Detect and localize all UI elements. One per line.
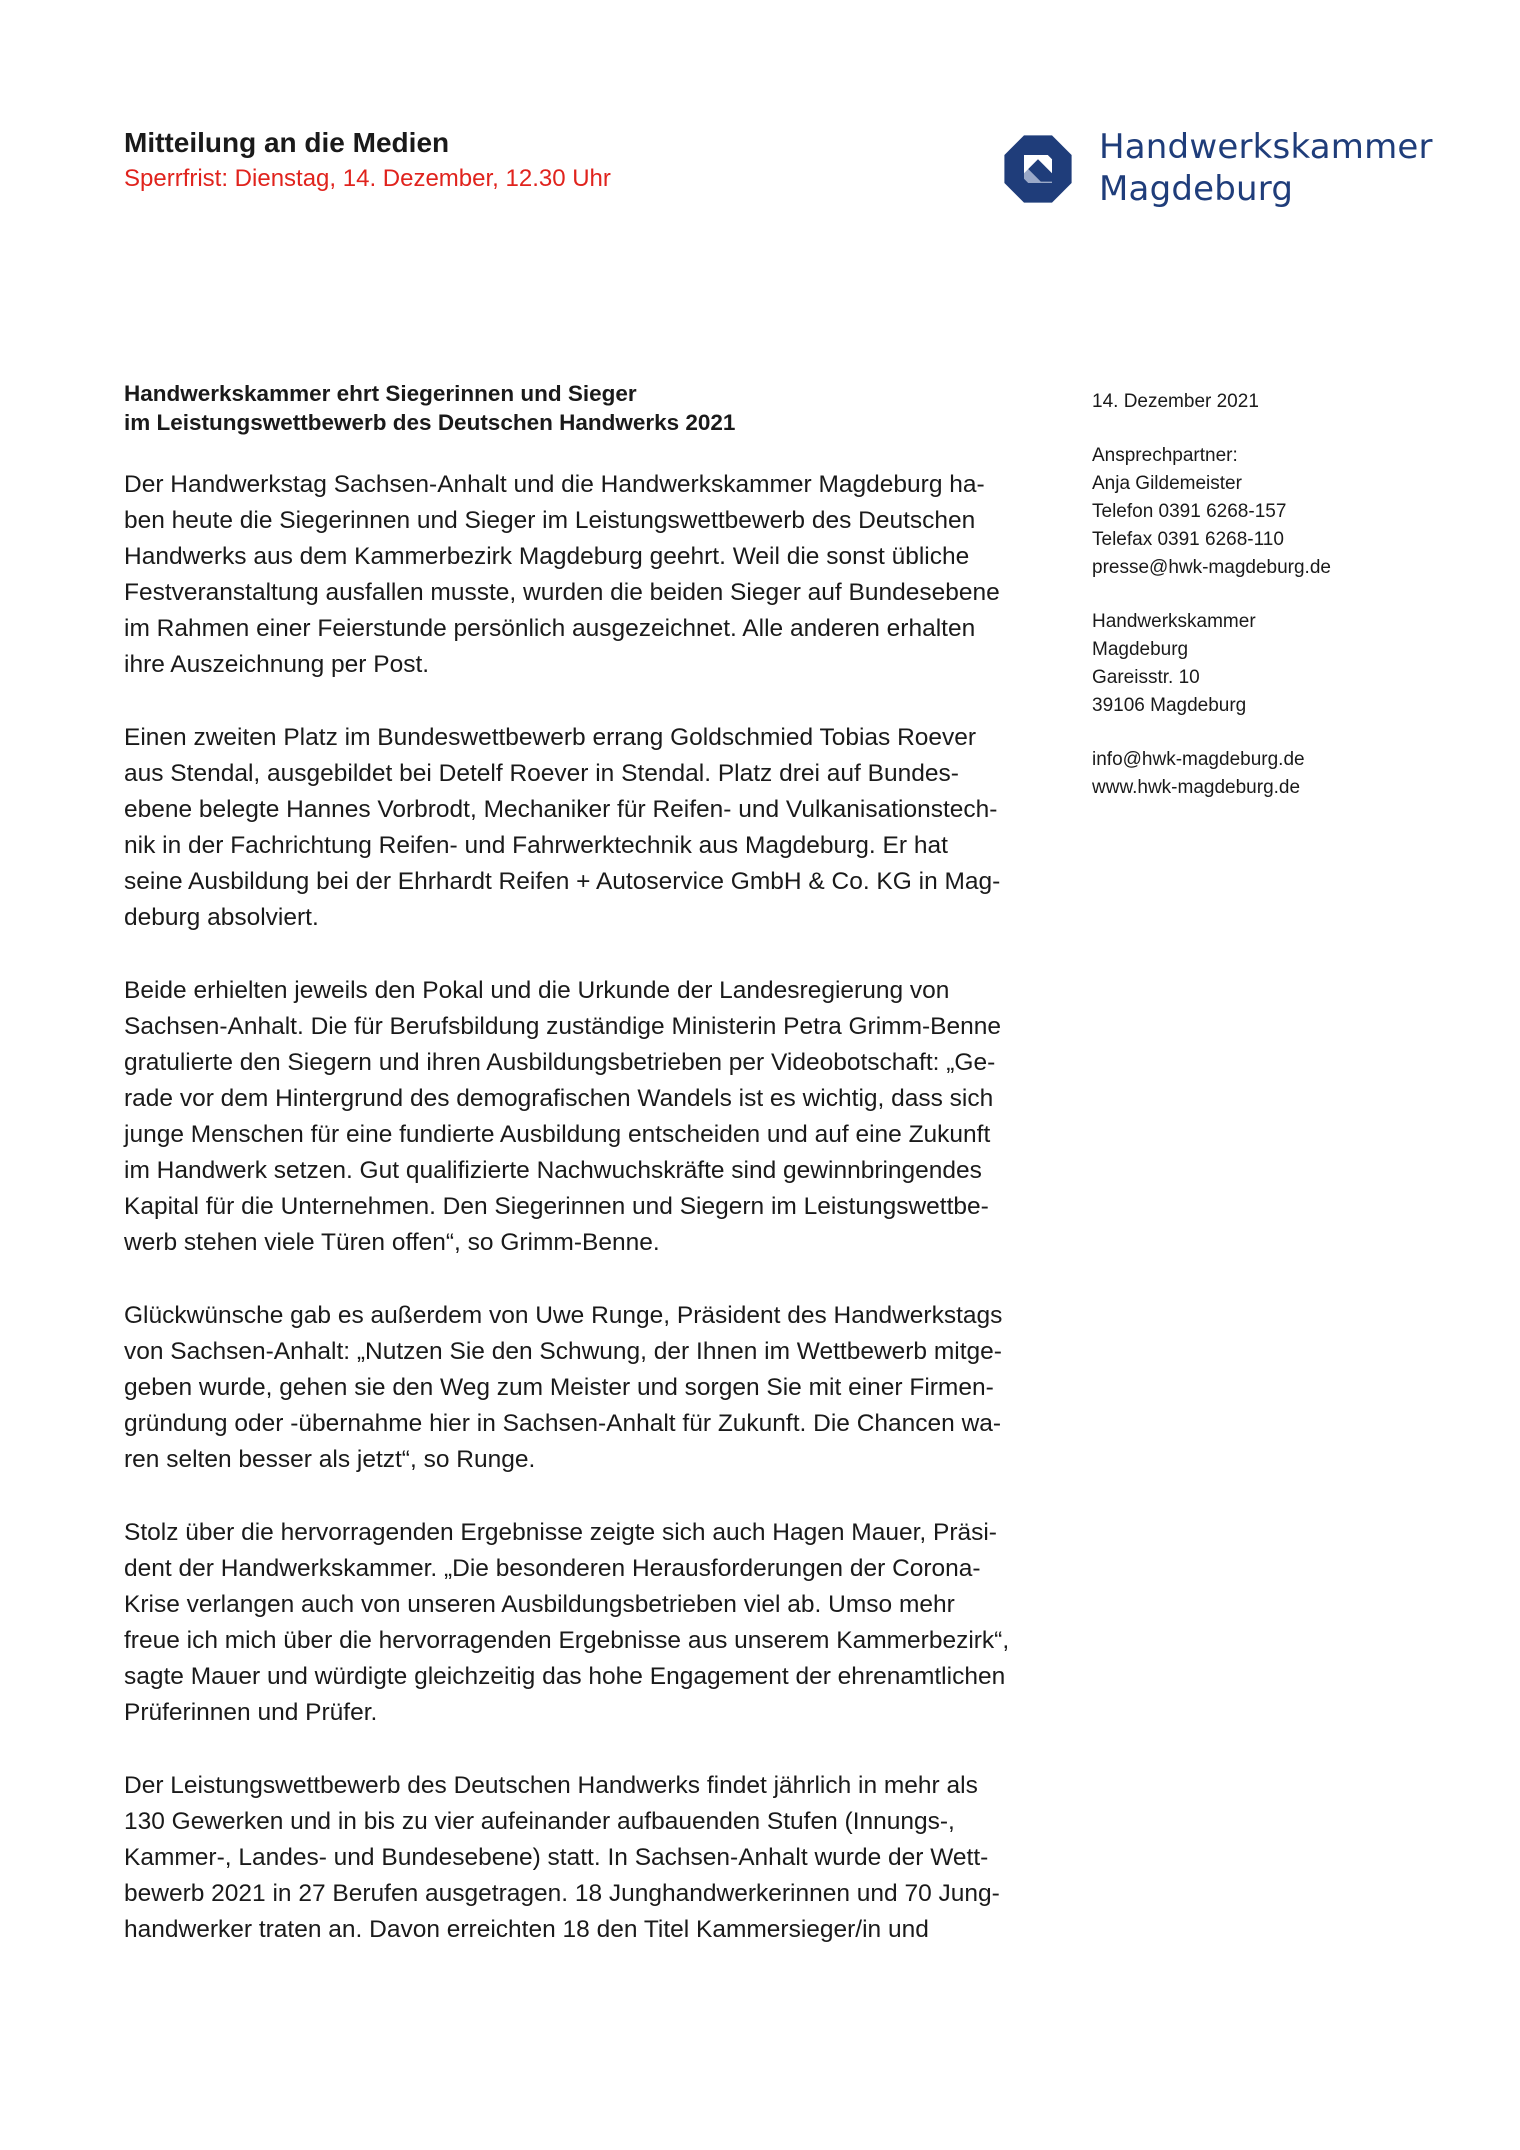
embargo-notice: Sperrfrist: Dienstag, 14. Dezember, 12.30 Uhr (124, 165, 611, 192)
street-address: Gareisstr. 10 (1092, 667, 1200, 688)
contact-phone: Telefon 0391 6268-157 (1092, 501, 1287, 522)
handwerkskammer-logo (1003, 126, 1433, 216)
release-date-block (1092, 388, 1422, 416)
text-line: sagte Mauer und würdigte gleichzeitig das hohe Engagement der ehrenamtlichen (124, 1663, 1006, 1690)
text-line: dent der Handwerkskammer. „Die besonderen Herausforderungen der Corona- (124, 1555, 981, 1582)
text-line: Beide erhielten jeweils den Pokal und die Urkunde der Landesregierung von (124, 977, 950, 1004)
text-line: nik in der Fachrichtung Reifen- und Fahrwerktechnik aus Magdeburg. Er hat (124, 832, 948, 859)
contact-sidebar (1092, 388, 1422, 828)
page-title: Mitteilung an die Medien (124, 127, 450, 158)
text-line: freue ich mich über die hervorragenden Ergebnisse aus unserem Kammerbezirk“, (124, 1627, 1010, 1654)
text-line: Glückwünsche gab es außerdem von Uwe Runge, Präsident des Handwerkstags (124, 1302, 1003, 1329)
text-line: im Rahmen einer Feierstunde persönlich ausgezeichnet. Alle anderen erhalten (124, 615, 976, 642)
text-line: rade vor dem Hintergrund des demografischen Wandels ist es wichtig, dass sich (124, 1085, 994, 1112)
paragraph-runge (124, 1298, 1044, 1478)
text-line: aus Stendal, ausgebildet bei Detelf Roever in Stendal. Platz drei auf Bundes- (124, 760, 959, 787)
website-link[interactable]: www.hwk-magdeburg.de (1092, 777, 1301, 798)
paragraph-minister (124, 973, 1044, 1261)
contact-name: Anja Gildemeister (1092, 473, 1242, 494)
text-line: Der Handwerkstag Sachsen-Anhalt und die Handwerkskammer Magdeburg ha- (124, 471, 985, 498)
article-headline (124, 379, 1044, 437)
text-line: Prüferinnen und Prüfer. (124, 1699, 378, 1726)
headline-line: Handwerkskammer ehrt Siegerinnen und Sieger (124, 381, 637, 406)
text-line: Kapital für die Unternehmen. Den Siegerinnen und Siegern im Leistungswettbe- (124, 1193, 989, 1220)
text-line: ren selten besser als jetzt“, so Runge. (124, 1446, 536, 1473)
paragraph-mauer (124, 1515, 1044, 1731)
text-line: Der Leistungswettbewerb des Deutschen Handwerks findet jährlich in mehr als (124, 1772, 978, 1799)
logo-wordmark (1099, 126, 1433, 210)
press-email-link[interactable]: presse@hwk-magdeburg.de (1092, 557, 1331, 578)
headline-line: im Leistungswettbewerb des Deutschen Handwerks 2021 (124, 410, 736, 435)
text-line: im Handwerk setzen. Gut qualifizierte Nachwuchskräfte sind gewinnbringendes (124, 1157, 982, 1184)
text-line: ebene belegte Hannes Vorbrodt, Mechaniker für Reifen- und Vulkanisationstech- (124, 796, 998, 823)
text-line: Handwerks aus dem Kammerbezirk Magdeburg geehrt. Weil die sonst übliche (124, 543, 970, 570)
text-line: von Sachsen-Anhalt: „Nutzen Sie den Schwung, der Ihnen im Wettbewerb mitge- (124, 1338, 1002, 1365)
text-line: handwerker traten an. Davon erreichten 18 den Titel Kammersieger/in und (124, 1916, 929, 1943)
text-line: ihre Auszeichnung per Post. (124, 651, 430, 678)
contact-person-block (1092, 442, 1422, 582)
text-line: Kammer-, Landes- und Bundesebene) statt. In Sachsen-Anhalt wurde der Wett- (124, 1844, 989, 1871)
paragraph-winners (124, 720, 1044, 936)
org-name-line-2: Magdeburg (1092, 639, 1189, 660)
article-body (124, 379, 1044, 1985)
web-block (1092, 746, 1422, 802)
text-line: deburg absolviert. (124, 904, 319, 931)
postal-city: 39106 Magdeburg (1092, 695, 1247, 716)
text-line: Stolz über die hervorragenden Ergebnisse zeigte sich auch Hagen Mauer, Präsi- (124, 1519, 997, 1546)
release-date: 14. Dezember 2021 (1092, 391, 1259, 412)
address-block (1092, 608, 1422, 720)
contact-fax: Telefax 0391 6268-110 (1092, 529, 1284, 550)
paragraph-competition (124, 1768, 1044, 1948)
text-line: geben wurde, gehen sie den Weg zum Meister und sorgen Sie mit einer Firmen- (124, 1374, 994, 1401)
paragraph-intro (124, 467, 1044, 683)
text-line: seine Ausbildung bei der Ehrhardt Reifen + Autoservice GmbH & Co. KG in Mag- (124, 868, 1001, 895)
text-line: ben heute die Siegerinnen und Sieger im Leistungswettbewerb des Deutschen (124, 507, 976, 534)
text-line: 130 Gewerken und in bis zu vier aufeinander aufbauenden Stufen (Innungs-, (124, 1808, 955, 1835)
text-line: gratulierte den Siegern und ihren Ausbildungsbetrieben per Videobotschaft: „Ge- (124, 1049, 996, 1076)
text-line: Sachsen-Anhalt. Die für Berufsbildung zuständige Ministerin Petra Grimm-Benne (124, 1013, 1001, 1040)
text-line: Krise verlangen auch von unseren Ausbildungsbetrieben viel ab. Umso mehr (124, 1591, 955, 1618)
text-line: Festveranstaltung ausfallen musste, wurden die beiden Sieger auf Bundesebene (124, 579, 1000, 606)
contact-label: Ansprechpartner: (1092, 445, 1238, 466)
logo-line-2: Magdeburg (1099, 169, 1294, 209)
logo-line-1: Handwerkskammer (1099, 127, 1433, 167)
text-line: bewerb 2021 in 27 Berufen ausgetragen. 18 Junghandwerkerinnen und 70 Jung- (124, 1880, 1000, 1907)
text-line: Einen zweiten Platz im Bundeswettbewerb errang Goldschmied Tobias Roever (124, 724, 977, 751)
handwerkskammer-emblem-icon (1003, 134, 1073, 204)
org-name-line-1: Handwerkskammer (1092, 611, 1256, 632)
text-line: junge Menschen für eine fundierte Ausbildung entscheiden und auf eine Zukunft (124, 1121, 991, 1148)
info-email-link[interactable]: info@hwk-magdeburg.de (1092, 749, 1305, 770)
text-line: werb stehen viele Türen offen“, so Grimm-Benne. (124, 1229, 660, 1256)
text-line: gründung oder -übernahme hier in Sachsen-Anhalt für Zukunft. Die Chancen wa- (124, 1410, 1002, 1437)
